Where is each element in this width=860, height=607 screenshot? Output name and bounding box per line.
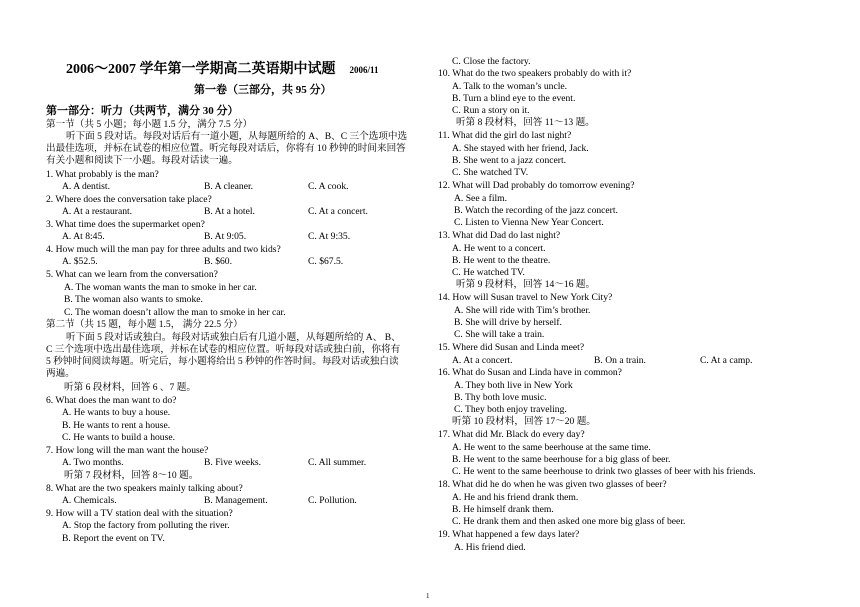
q17-option-a: A. He went to the same beerhouse at the same time. — [452, 442, 651, 453]
q9-stem: 9. How will a TV station deal with the situation? — [46, 508, 233, 519]
q1-option-b: B. A cleaner. — [204, 181, 254, 192]
q19-stem: 19. What happened a few days later? — [438, 529, 580, 540]
q5-stem: 5. What can we learn from the conversation? — [46, 269, 218, 280]
section2-title: 第二节（共 15 题，每小题 1.5， 满分 22.5 分） — [46, 319, 243, 330]
q3-option-b: B. At 9:05. — [204, 231, 247, 242]
q10-option-c: C. Run a story on it. — [452, 105, 530, 116]
q16-option-a: A. They both live in New York — [454, 380, 573, 391]
q8-option-b: B. Management. — [204, 495, 268, 506]
q16-option-c: C. They both enjoy traveling. — [454, 404, 567, 415]
q6-option-a: A. He wants to buy a house. — [62, 407, 171, 418]
q18-option-b: B. He himself drank them. — [452, 504, 554, 515]
q14-option-b: B. She will drive by herself. — [454, 317, 562, 328]
q11-option-b: B. She went to a jazz concert. — [452, 155, 567, 166]
q8-option-c: C. Pollution. — [308, 495, 357, 506]
q4-stem: 4. How much will the man pay for three adults and two kids? — [46, 244, 281, 255]
q8-stem: 8. What are the two speakers mainly talking about? — [46, 483, 243, 494]
q3-option-c: C. At 9:35. — [308, 231, 351, 242]
q1-option-a: A. A dentist. — [62, 181, 110, 192]
q9-option-c: C. Close the factory. — [452, 56, 531, 67]
q7-stem: 7. How long will the man want the house? — [46, 445, 209, 456]
material-10-note: 听第 10 段材料，回答 17～20 题。 — [452, 416, 596, 427]
q15-option-a: A. At a concert. — [452, 355, 513, 366]
q2-stem: 2. Where does the conversation take place? — [46, 194, 212, 205]
q4-option-b: B. $60. — [204, 256, 232, 267]
section1-instruction-1: 听下面 5 段对话。每段对话后有一道小题，从每题所给的 A、B、C 三个选项中选 — [66, 131, 408, 142]
q17-option-b: B. He went to the same beerhouse for a big glass of beer. — [452, 454, 671, 465]
q2-option-c: C. At a concert. — [308, 206, 368, 217]
q6-option-b: B. He wants to rent a house. — [62, 420, 171, 431]
q6-option-c: C. He wants to build a house. — [62, 432, 175, 443]
page-title: 2006～2007 学年第一学期高二英语期中试题 2006/11 — [66, 62, 379, 77]
material-7-note: 听第 7 段材料，回答 8～10 题。 — [64, 470, 199, 481]
q2-option-a: A. At a restaurant. — [62, 206, 133, 217]
q7-option-c: C. All summer. — [308, 457, 367, 468]
q2-option-b: B. At a hotel. — [204, 206, 255, 217]
q14-option-c: C. She will take a train. — [454, 329, 545, 340]
q9-option-b: B. Report the event on TV. — [62, 533, 165, 544]
q5-option-c: C. The woman doesn’t allow the man to smoke in her car. — [64, 307, 286, 318]
q8-option-a: A. Chemicals. — [62, 495, 117, 506]
q16-option-b: B. Thy both love music. — [454, 392, 547, 403]
q12-option-c: C. Listen to Vienna New Year Concert. — [454, 217, 604, 228]
section2-instruction-2: C 三个选项中选出最佳选项，并标在试卷的相应位置。听每段对话或独白前，你将有 — [46, 344, 401, 355]
q5-option-a: A. The woman wants the man to smoke in her car. — [64, 282, 257, 293]
q15-option-c: C. At a camp. — [700, 355, 753, 366]
section2-instruction-3: 5 秒钟时间阅读每题。听完后，每小题将给出 5 秒钟的作答时间。每段对话或独白读 — [46, 356, 399, 367]
material-6-note: 听第 6 段材料，回答 6 、7 题。 — [64, 382, 196, 393]
q13-option-b: B. He went to the theatre. — [452, 255, 551, 266]
volume-heading: 第一卷（三部分，共 95 分） — [194, 84, 332, 96]
q1-stem: 1. What probably is the man? — [46, 169, 159, 180]
q12-option-b: B. Watch the recording of the jazz concert. — [454, 205, 618, 216]
q13-option-c: C. He watched TV. — [452, 267, 525, 278]
q6-stem: 6. What does the man want to do? — [46, 395, 177, 406]
q10-stem: 10. What do the two speakers probably do with it? — [438, 68, 632, 79]
q13-stem: 13. What did Dad do last night? — [438, 230, 561, 241]
q3-option-a: A. At 8:45. — [62, 231, 105, 242]
q10-option-a: A. Talk to the woman’s uncle. — [452, 81, 568, 92]
q1-option-c: C. A cook. — [308, 181, 349, 192]
q10-option-b: B. Turn a blind eye to the event. — [452, 93, 576, 104]
page-number: 1 — [426, 592, 430, 600]
q17-option-c: C. He went to the same beerhouse to drink two glasses of beer with his friends. — [452, 466, 756, 477]
q14-stem: 14. How will Susan travel to New York City? — [438, 292, 613, 303]
q15-option-b: B. On a train. — [594, 355, 646, 366]
part1-heading: 第一部分：听力（共两节，满分 30 分） — [46, 105, 239, 117]
material-9-note: 听第 9 段材料，回答 14～16 题。 — [456, 279, 596, 290]
exam-date: 2006/11 — [349, 65, 379, 75]
q12-option-a: A. See a film. — [454, 193, 508, 204]
q11-stem: 11. What did the girl do last night? — [438, 130, 572, 141]
q18-option-a: A. He and his friend drank them. — [452, 492, 579, 503]
section2-instruction-1: 听下面 5 段对话或独白。每段对话或独白后有几道小题，从每题所给的 A、 B、 — [66, 332, 401, 343]
q5-option-b: B. The woman also wants to smoke. — [64, 294, 203, 305]
q15-stem: 15. Where did Susan and Linda meet? — [438, 342, 585, 353]
q3-stem: 3. What time does the supermarket open? — [46, 219, 205, 230]
section1-instruction-3: 有关小题和阅读下一小题。每段对话读一遍。 — [46, 155, 238, 166]
q9-option-a: A. Stop the factory from polluting the river. — [62, 520, 230, 531]
material-8-note: 听第 8 段材料，回答 11～13 题。 — [456, 117, 595, 128]
q11-option-c: C. She watched TV. — [452, 167, 529, 178]
q11-option-a: A. She stayed with her friend, Jack. — [452, 143, 589, 154]
q16-stem: 16. What do Susan and Linda have in common? — [438, 367, 622, 378]
section1-instruction-2: 出最佳选项，并标在试卷的相应位置。听完每段对话后，你将有 10 秒钟的时间来回答 — [46, 143, 406, 154]
section1-title: 第一节（共 5 小题；每小题 1.5 分，满分 7.5 分） — [46, 119, 253, 130]
q4-option-a: A. $52.5. — [62, 256, 98, 267]
section2-instruction-4: 两遍。 — [46, 368, 75, 379]
q18-stem: 18. What did he do when he was given two glasses of beer? — [438, 479, 667, 490]
q4-option-c: C. $67.5. — [308, 256, 344, 267]
q7-option-a: A. Two months. — [62, 457, 124, 468]
q19-option-a: A. His friend died. — [454, 542, 526, 553]
q12-stem: 12. What will Dad probably do tomorrow evening? — [438, 180, 635, 191]
q14-option-a: A. She will ride with Tim’s brother. — [454, 305, 591, 316]
q18-option-c: C. He drank them and then asked one more big glass of beer. — [452, 516, 686, 527]
q7-option-b: B. Five weeks. — [204, 457, 262, 468]
q13-option-a: A. He went to a concert. — [452, 243, 546, 254]
q17-stem: 17. What did Mr. Black do every day? — [438, 429, 585, 440]
